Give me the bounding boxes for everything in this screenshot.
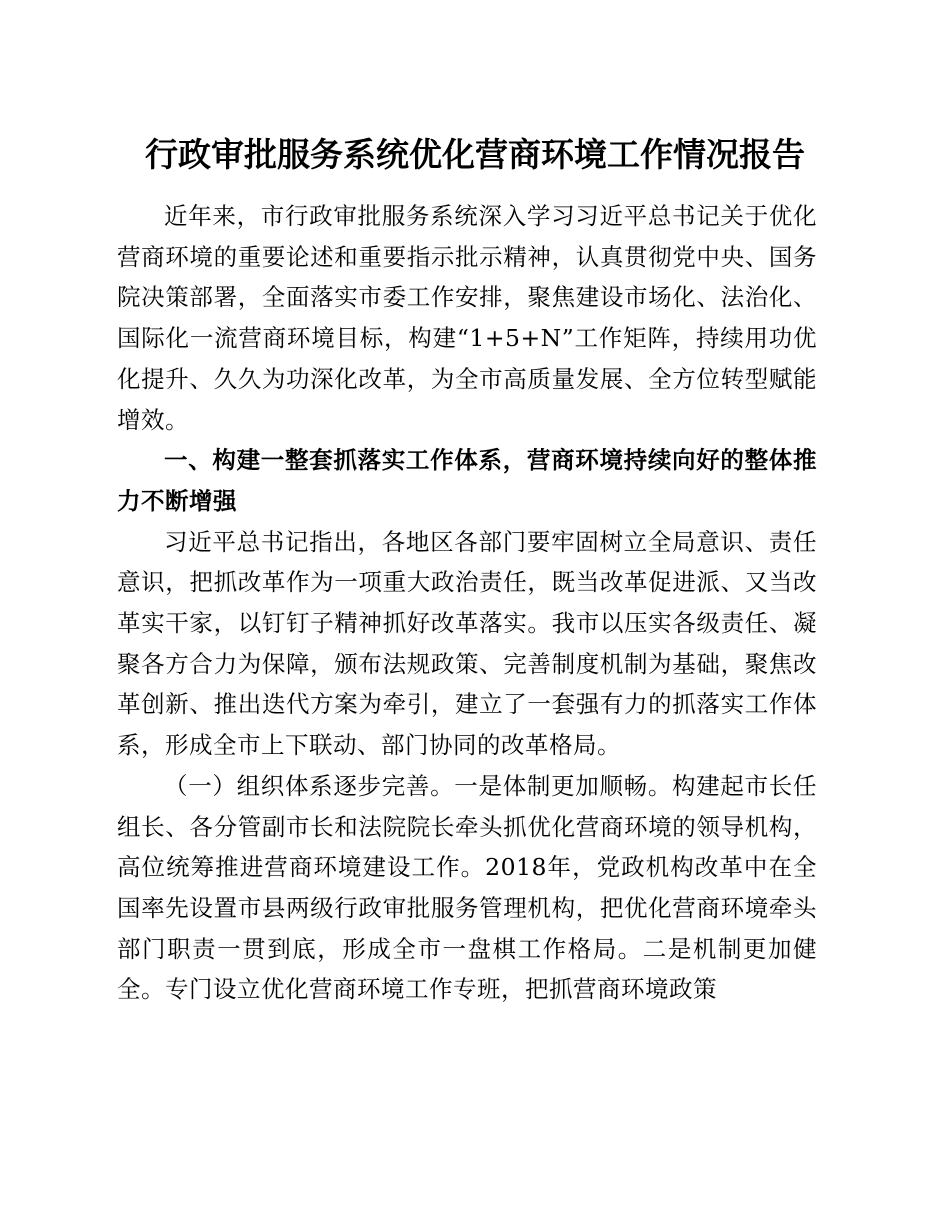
subsection-paragraph: （一）组织体系逐步完善。一是体制更加顺畅。构建起市长任组长、各分管副市长和法院院长牵头抓优化营商环境的领导机构，高位统筹推进营商环境建设工作。2018年，党政机构改革中在全国率先设置市县两级行政审批服务管理机构，把优化营商环境牵头部门职责一贯到底，形成全市一盘棋工作格局。二是机制更加健全。专门设立优化营商环境工作专班，把抓营商环境政策 — [117, 771, 817, 1004]
intro-paragraph: 近年来，市行政审批服务系统深入学习习近平总书记关于优化营商环境的重要论述和重要指示批示精神，认真贯彻党中央、国务院决策部署，全面落实市委工作安排，聚焦建设市场化、法治化、国际化一流营商环境目标，构建“1+5+N”工作矩阵，持续用功优化提升、久久为功深化改革，为全市高质量发展、全方位转型赋能增效。 — [117, 202, 817, 434]
section-heading: 一、构建一整套抓落实工作体系，营商环境持续向好的整体推力不断增强 — [117, 446, 817, 515]
document-body — [117, 196, 817, 1010]
document-title: 行政审批服务系统优化营商环境工作情况报告 — [145, 135, 805, 174]
section-paragraph: 习近平总书记指出，各地区各部门要牢固树立全局意识、责任意识，把抓改革作为一项重大政治责任，既当改革促进派、又当改革实干家，以钉钉子精神抓好改革落实。我市以压实各级责任、凝聚各方合力为保障，颁布法规政策、完善制度机制为基础，聚焦改革创新、推出迭代方案为牵引，建立了一套强有力的抓落实工作体系，形成全市上下联动、部门协同的改革格局。 — [117, 527, 817, 760]
